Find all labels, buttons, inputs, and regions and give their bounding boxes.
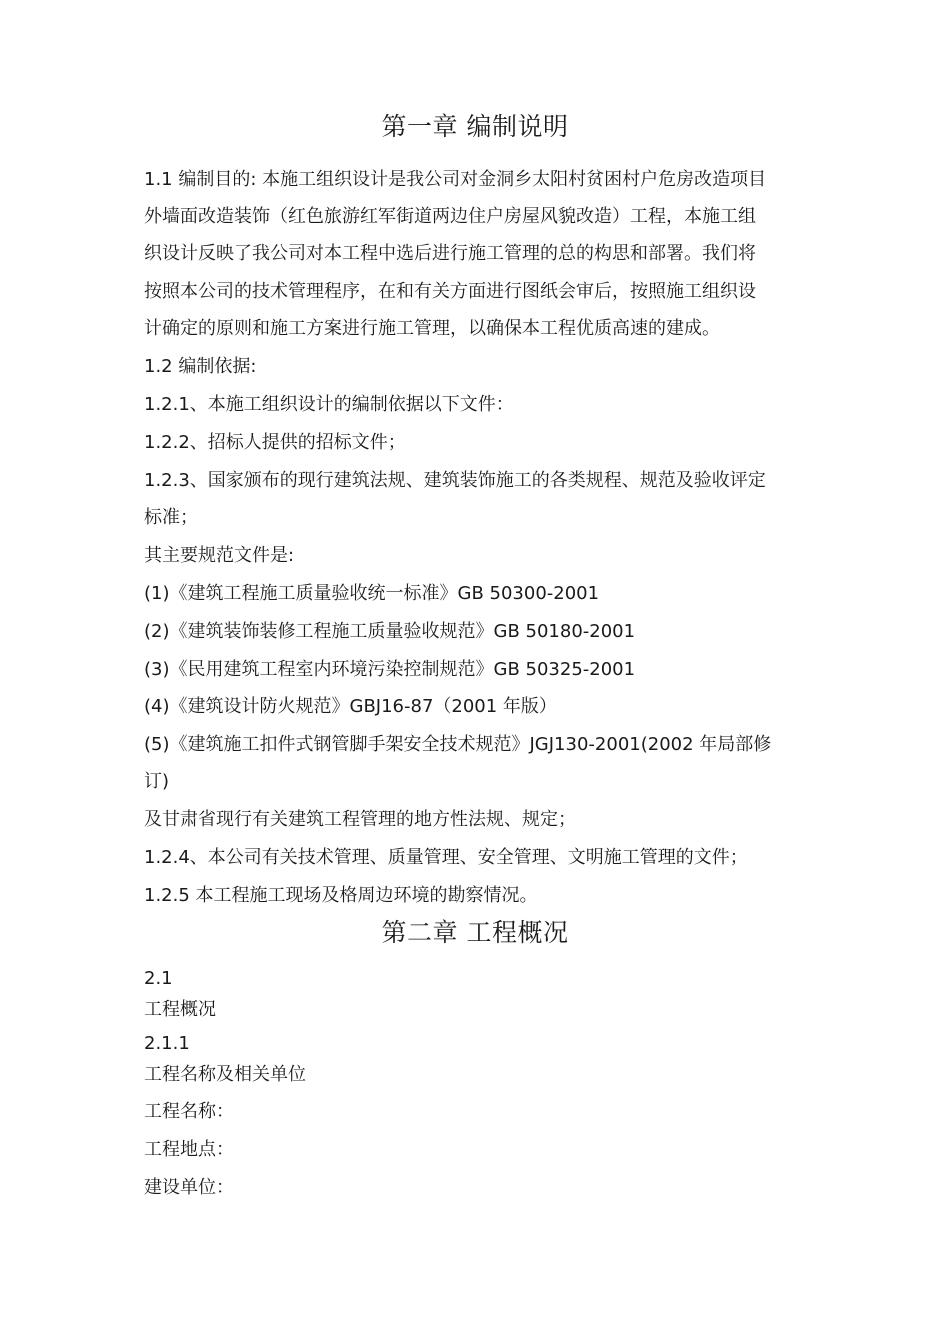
- standard-item-3: (3)《民用建筑工程室内环境污染控制规范》GB 50325-2001: [144, 659, 636, 680]
- standard-item-1: (1)《建筑工程施工质量验收统一标准》GB 50300-2001: [144, 583, 600, 604]
- standard-item-5-line-1: (5)《建筑施工扣件式钢管脚手架安全技术规范》JGJ130-2001(2002 年局部修: [144, 734, 772, 755]
- section-2-1-1-title: 工程名称及相关单位: [144, 1064, 306, 1085]
- purpose-line-4: 按照本公司的技术管理程序，在和有关方面进行图纸会审后，按照施工组织设: [144, 281, 756, 302]
- basis-item-1: 1.2.1、本施工组织设计的编制依据以下文件：: [144, 394, 514, 415]
- standard-item-5-line-2: 订): [144, 771, 170, 792]
- owner-label: 建设单位：: [144, 1177, 234, 1198]
- chapter-2-title: 第二章 工程概况: [381, 918, 569, 947]
- section-2-1-1-number: 2.1.1: [144, 1033, 190, 1054]
- basis-item-5: 1.2.5 本工程施工现场及格周边环境的勘察情况。: [144, 885, 538, 906]
- basis-item-4: 1.2.4、本公司有关技术管理、质量管理、安全管理、文明施工管理的文件；: [144, 847, 748, 868]
- section-2-1-number: 2.1: [144, 968, 173, 989]
- project-name-label: 工程名称：: [144, 1101, 234, 1122]
- purpose-line-2: 外墙面改造装饰（红色旅游红军街道两边住户房屋风貌改造）工程，本施工组: [144, 206, 756, 227]
- purpose-line-3: 织设计反映了我公司对本工程中选后进行施工管理的总的构思和部署。我们将: [144, 243, 756, 264]
- purpose-line-5: 计确定的原则和施工方案进行施工管理，以确保本工程优质高速的建成。: [144, 318, 720, 339]
- basis-item-3-line-2: 标准；: [144, 507, 198, 528]
- chapter-1-title: 第一章 编制说明: [381, 112, 569, 141]
- purpose-line-1: 1.1 编制目的: 本施工组织设计是我公司对金洞乡太阳村贫困村户危房改造项目: [144, 169, 767, 190]
- standard-item-2: (2)《建筑装饰装修工程施工质量验收规范》GB 50180-2001: [144, 621, 636, 642]
- standards-heading: 其主要规范文件是:: [144, 545, 295, 566]
- basis-heading: 1.2 编制依据:: [144, 356, 257, 377]
- local-regulations: 及甘肃省现行有关建筑工程管理的地方性法规、规定；: [144, 809, 576, 830]
- project-location-label: 工程地点：: [144, 1139, 234, 1160]
- basis-item-3-line-1: 1.2.3、国家颁布的现行建筑法规、建筑装饰施工的各类规程、规范及验收评定: [144, 470, 766, 491]
- section-2-1-title: 工程概况: [144, 999, 216, 1020]
- standard-item-4: (4)《建筑设计防火规范》GBJ16-87（2001 年版）: [144, 696, 557, 717]
- basis-item-2: 1.2.2、招标人提供的招标文件；: [144, 432, 406, 453]
